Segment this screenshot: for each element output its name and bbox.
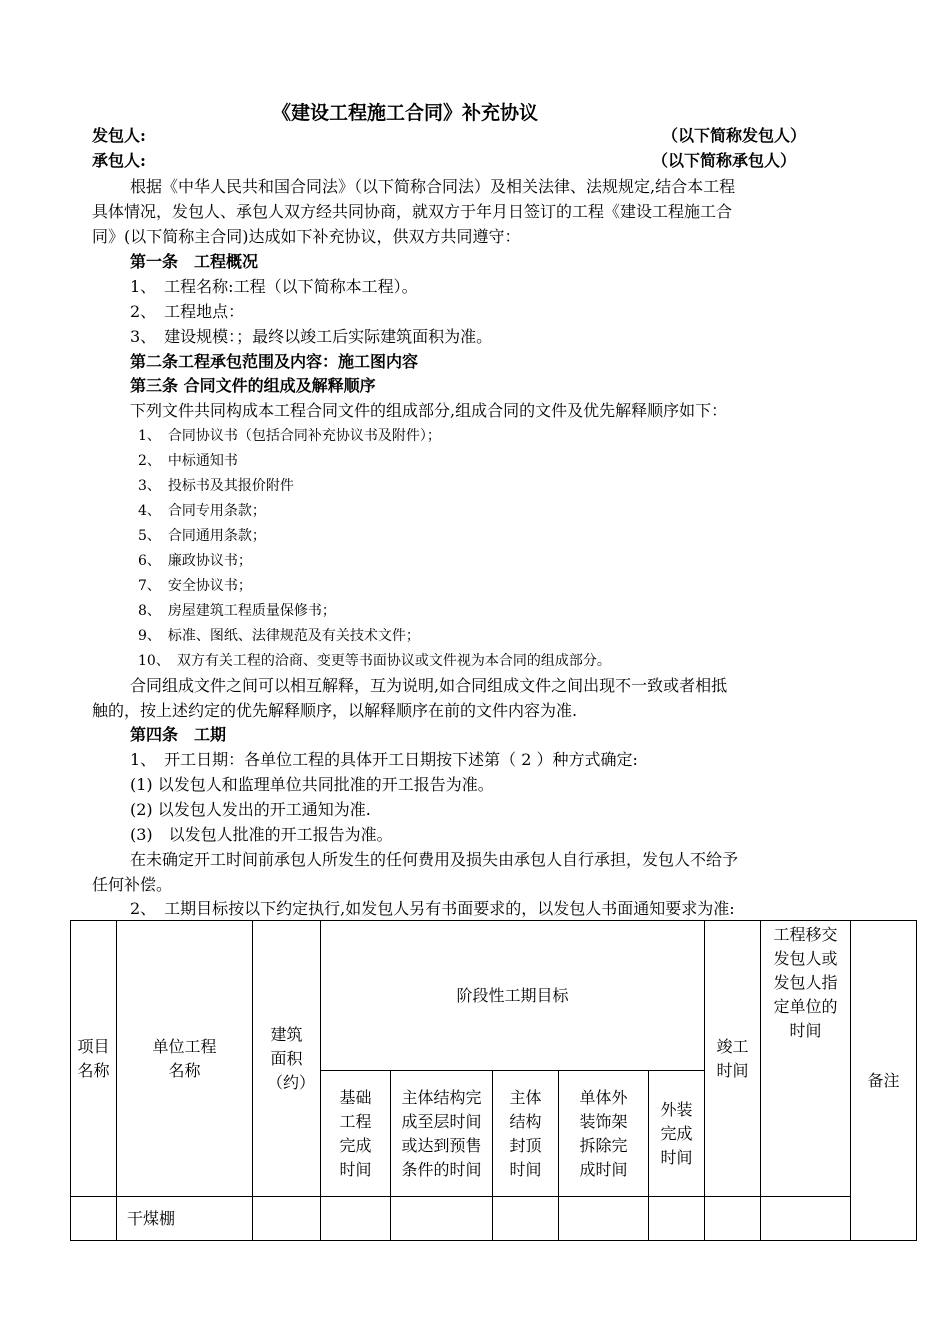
art1-item-3: 3、 建设规模：；最终以竣工后实际建筑面积为准。 [130,327,493,346]
header-remarks: 备注 [851,921,917,1241]
row1-area [253,1197,321,1241]
art3-lead: 下列文件共同构成本工程合同文件的组成部分,组成合同的文件及优先解释顺序如下： [130,401,728,420]
intro-line-2: 具体情况，发包人、承包人双方经共同协商，就双方于年月日签订的工程《建设工程施工合 [92,202,733,221]
row1-completion [705,1197,761,1241]
page-title: 《建设工程施工合同》补充协议 [272,102,539,124]
art1-item-1: 1、 工程名称:工程（以下简称本工程）。 [130,277,418,296]
schedule-table [70,920,917,1241]
table-header-row [71,921,917,1071]
art3-item-8: 8、 房屋建筑工程质量保修书； [138,603,336,619]
header-unit-name: 单位工程名称 [117,921,253,1197]
contractor-note: （以下简称承包人） [652,151,797,170]
row1-item [71,1197,117,1241]
subheader-main-structure: 主体结构完成至层时间或达到预售条件的时间 [391,1071,493,1197]
subheader-facade-complete: 外装完成时间 [649,1071,705,1197]
row1-facade [649,1197,705,1241]
art3-item-9: 9、 标准、图纸、法律规范及有关技术文件； [138,628,420,644]
article-2-heading: 第二条工程承包范围及内容：施工图内容 [130,352,419,371]
employer-label: 发包人: [92,126,146,145]
art3-tail-2: 触的，按上述约定的优先解释顺序，以解释顺序在前的文件内容为准. [92,701,578,720]
art4-opt-1: (1) 以发包人和监理单位共同批准的开工报告为准。 [130,775,494,794]
header-stage-target: 阶段性工期目标 [321,921,705,1071]
row1-main-structure [391,1197,493,1241]
row1-foundation [321,1197,391,1241]
art3-item-5: 5、 合同通用条款； [138,528,266,544]
subheader-scaffold-removal: 单体外装饰架拆除完成时间 [559,1071,649,1197]
intro-line-1: 根据《中华人民共和国合同法》（以下简称合同法）及相关法律、法规规定,结合本工程 [130,177,736,196]
table-row [71,1197,917,1241]
art3-item-3: 3、 投标书及其报价附件 [138,478,294,494]
art3-item-4: 4、 合同专用条款； [138,503,266,519]
art4-p1: 1、 开工日期：各单位工程的具体开工日期按下述第（ 2 ）种方式确定: [130,750,638,769]
art4-p2-line-1: 在未确定开工时间前承包人所发生的任何费用及损失由承包人自行承担，发包人不给予 [130,850,739,869]
header-completion-time: 竣工时间 [705,921,761,1197]
art4-opt-3: (3) 以发包人批准的开工报告为准。 [130,825,393,844]
art3-item-1: 1、 合同协议书（包括合同补充协议书及附件）； [138,428,441,444]
contractor-label: 承包人: [92,151,146,170]
article-4-heading: 第四条 工期 [130,725,227,744]
art4-p2-line-2: 任何补偿。 [92,875,173,894]
art3-item-10: 10、 双方有关工程的洽商、变更等书面协议或文件视为本合同的组成部分。 [138,653,611,669]
row1-unit-name: 干煤棚 [117,1197,253,1241]
art3-item-7: 7、 安全协议书； [138,578,252,594]
article-3-heading: 第三条 合同文件的组成及解释顺序 [130,376,376,395]
art3-item-2: 2、 中标通知书 [138,453,238,469]
header-handover-time: 工程移交发包人或发包人指定单位的时间 [761,921,851,1197]
header-item-name: 项目名称 [71,921,117,1197]
art1-item-2: 2、 工程地点： [130,302,245,321]
art4-p3: 2、 工期目标按以下约定执行,如发包人另有书面要求的，以发包人书面通知要求为准: [130,899,735,918]
subheader-foundation: 基础工程完成时间 [321,1071,391,1197]
subheader-topping-out: 主体结构封顶时间 [493,1071,559,1197]
row1-topping-out [493,1197,559,1241]
row1-scaffold [559,1197,649,1241]
art3-item-6: 6、 廉政协议书； [138,553,252,569]
intro-line-3: 同》(以下简称主合同)达成如下补充协议，供双方共同遵守： [92,227,521,246]
row1-handover [761,1197,851,1241]
article-1-heading: 第一条 工程概况 [130,252,259,271]
art4-opt-2: (2) 以发包人发出的开工通知为准. [130,800,371,819]
employer-note: （以下简称发包人） [662,126,807,145]
art3-tail-1: 合同组成文件之间可以相互解释，互为说明,如合同组成文件之间出现不一致或者相抵 [130,676,728,695]
header-area: 建筑面积（约） [253,921,321,1197]
